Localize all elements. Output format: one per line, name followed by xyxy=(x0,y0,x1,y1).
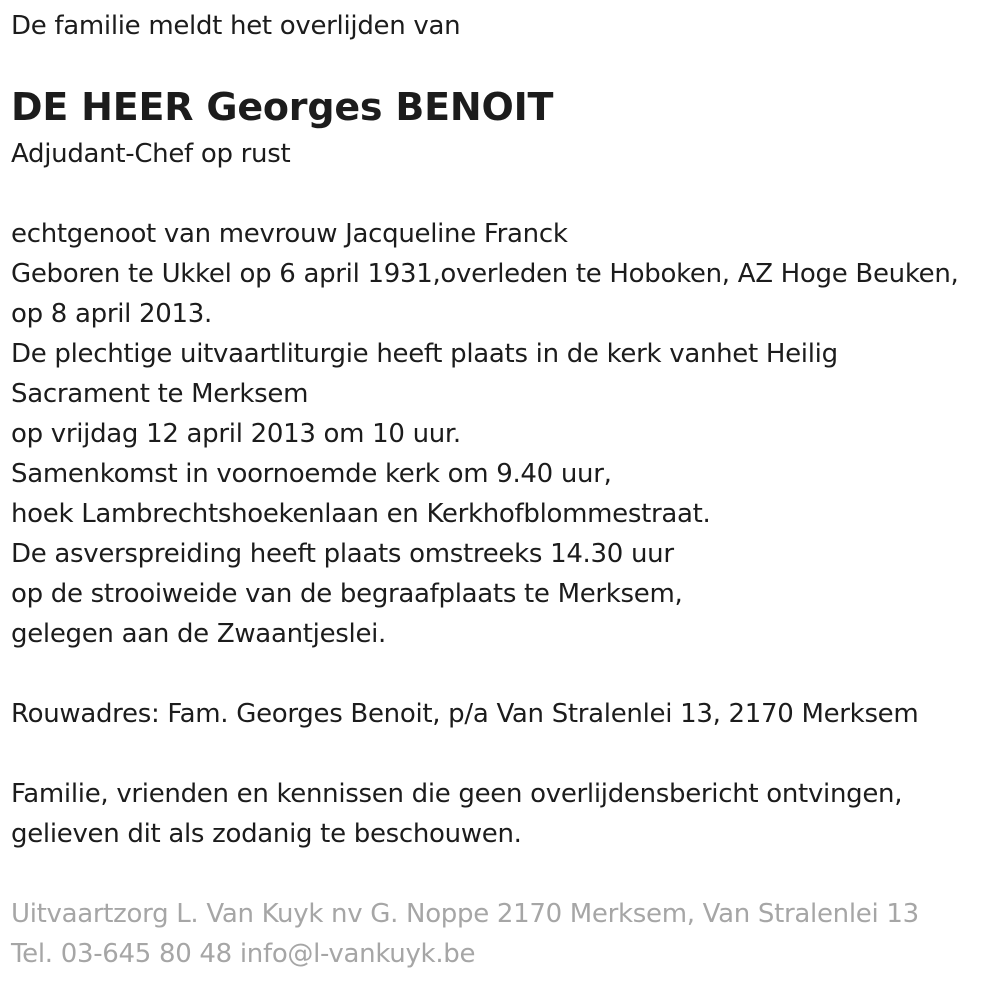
notice-body xyxy=(11,214,959,654)
body-line: De asverspreiding heeft plaats omstreeks 14.30 uur xyxy=(11,539,674,569)
mourning-address xyxy=(11,694,918,734)
deceased-name: DE HEER Georges BENOIT xyxy=(11,85,554,129)
body-line: echtgenoot van mevrouw Jacqueline Franck xyxy=(11,219,568,249)
body-line: op vrijdag 12 april 2013 om 10 uur. xyxy=(11,419,461,449)
closing-text xyxy=(11,774,902,854)
deceased-rank: Adjudant-Chef op rust xyxy=(11,139,291,169)
intro-text: De familie meldt het overlijden van xyxy=(11,11,461,41)
body-line: De plechtige uitvaartliturgie heeft plaats in de kerk vanhet Heilig xyxy=(11,339,838,369)
body-line: gelegen aan de Zwaantjeslei. xyxy=(11,619,387,649)
closing-line: Familie, vrienden en kennissen die geen overlijdensbericht ontvingen, xyxy=(11,779,903,809)
body-line: Samenkomst in voornoemde kerk om 9.40 uur, xyxy=(11,459,612,489)
body-line: Sacrament te Merksem xyxy=(11,379,309,409)
footer-line: Tel. 03-645 80 48 info@l-vankuyk.be xyxy=(11,939,476,969)
body-line: Geboren te Ukkel op 6 april 1931,overleden te Hoboken, AZ Hoge Beuken, xyxy=(11,259,959,289)
funeral-home-footer xyxy=(11,894,919,974)
body-line: op de strooiweide van de begraafplaats te Merksem, xyxy=(11,579,683,609)
address-line: Rouwadres: Fam. Georges Benoit, p/a Van Stralenlei 13, 2170 Merksem xyxy=(11,699,919,729)
footer-line: Uitvaartzorg L. Van Kuyk nv G. Noppe 2170 Merksem, Van Stralenlei 13 xyxy=(11,899,919,929)
body-line: hoek Lambrechtshoekenlaan en Kerkhofblommestraat. xyxy=(11,499,711,529)
closing-line: gelieven dit als zodanig te beschouwen. xyxy=(11,819,522,849)
body-line: op 8 april 2013. xyxy=(11,299,212,329)
